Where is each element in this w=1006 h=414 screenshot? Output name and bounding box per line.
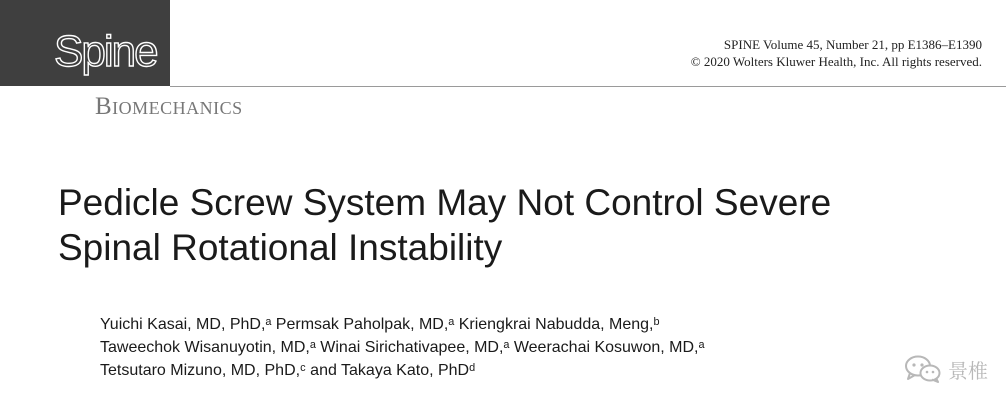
watermark [904,354,988,384]
journal-logo-box [0,0,170,86]
author-line-3: Tetsutaro Mizuno, MD, PhD,ᶜ and Takaya Kato, PhDᵈ [100,362,476,379]
journal-logo: Spine [54,27,157,76]
journal-copyright: © 2020 Wolters Kluwer Health, Inc. All rights reserved. [690,54,982,69]
wechat-icon [904,354,942,384]
journal-meta [691,36,982,70]
watermark-text: 景椎 [948,358,988,383]
title-line-1: Pedicle Screw System May Not Control Severe [58,182,832,223]
author-line-2: Taweechok Wisanuyotin, MD,ᵃ Winai Sirichativapee, MD,ᵃ Weerachai Kosuwon, MD,ᵃ [100,339,705,356]
author-list [100,313,704,382]
article-title [58,180,988,270]
journal-citation: SPINE Volume 45, Number 21, pp E1386–E1390 [723,37,982,52]
author-line-1: Yuichi Kasai, MD, PhD,ᵃ Permsak Paholpak, MD,ᵃ Kriengkrai Nabudda, Meng,ᵇ [100,316,660,333]
title-line-2: Spinal Rotational Instability [58,227,503,268]
section-label: Biomechanics [95,93,243,120]
header-rule [170,86,1006,87]
